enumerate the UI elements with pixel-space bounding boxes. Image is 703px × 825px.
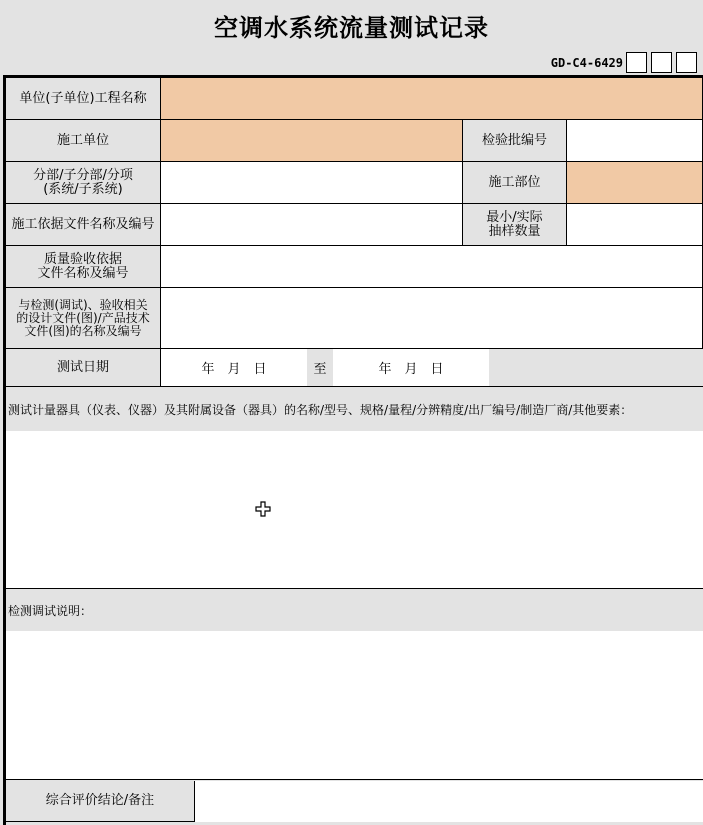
testing-note-field[interactable] bbox=[6, 631, 703, 780]
division-label bbox=[6, 162, 161, 204]
date-from-field[interactable] bbox=[161, 349, 307, 387]
quality-basis-field[interactable] bbox=[161, 246, 703, 288]
sample-qty-label-line1: 最小/实际 bbox=[486, 209, 543, 225]
design-doc-label bbox=[6, 288, 161, 349]
basis-doc-field[interactable] bbox=[161, 204, 463, 246]
date-from-text: 年 月 日 bbox=[201, 362, 267, 377]
testing-note-label: 检测调试说明： bbox=[6, 590, 703, 631]
code-box-3[interactable] bbox=[676, 52, 697, 73]
construction-part-field[interactable] bbox=[567, 162, 703, 204]
inspection-lot-field[interactable] bbox=[567, 120, 703, 162]
crosshair-plus-icon bbox=[255, 501, 271, 517]
date-to-text: 年 月 日 bbox=[378, 362, 444, 377]
instruments-field[interactable] bbox=[6, 431, 703, 589]
construction-unit-label: 施工单位 bbox=[6, 120, 161, 162]
division-label-line2: (系统/子系统) bbox=[43, 181, 123, 197]
inspection-lot-label: 检验批编号 bbox=[463, 120, 567, 162]
sample-qty-field[interactable] bbox=[567, 204, 703, 246]
design-doc-label-line3: 文件(图)的名称及编号 bbox=[24, 323, 142, 338]
division-field[interactable] bbox=[161, 162, 463, 204]
form-title: 空调水系统流量测试记录 bbox=[214, 13, 489, 42]
form-code: GD-C4-6429 bbox=[550, 56, 623, 70]
sample-qty-label bbox=[463, 204, 567, 246]
project-name-label: 单位(子单位)工程名称 bbox=[6, 78, 161, 120]
construction-unit-field[interactable] bbox=[161, 120, 463, 162]
design-doc-label-line1: 与检测(调试)、验收相关 bbox=[18, 297, 148, 312]
design-doc-field[interactable] bbox=[161, 288, 703, 349]
test-date-label: 测试日期 bbox=[6, 349, 161, 387]
date-to-field[interactable] bbox=[333, 349, 489, 387]
basis-doc-label: 施工依据文件名称及编号 bbox=[6, 204, 161, 246]
code-box-2[interactable] bbox=[651, 52, 672, 73]
quality-basis-label-line1: 质量验收依据 bbox=[43, 251, 122, 267]
date-range-separator: 至 bbox=[307, 349, 333, 387]
conclusion-label: 综合评价结论/备注 bbox=[6, 781, 195, 822]
design-doc-label-line2: 的设计文件(图)/产品技术 bbox=[16, 310, 150, 325]
instruments-label: 测试计量器具（仪表、仪器）及其附属设备（器具）的名称/型号、规格/量程/分辨精度/出厂编号/制造厂商/其他要素： bbox=[6, 387, 703, 431]
code-box-1[interactable] bbox=[626, 52, 647, 73]
date-row-blank bbox=[489, 349, 703, 387]
quality-basis-label-line2: 文件名称及编号 bbox=[37, 265, 129, 281]
sample-qty-label-line2: 抽样数量 bbox=[488, 223, 541, 239]
construction-part-label: 施工部位 bbox=[463, 162, 567, 204]
project-name-field[interactable] bbox=[161, 78, 703, 120]
conclusion-field[interactable] bbox=[195, 781, 703, 822]
quality-basis-label bbox=[6, 246, 161, 288]
division-label-line1: 分部/子分部/分项 bbox=[33, 167, 133, 183]
